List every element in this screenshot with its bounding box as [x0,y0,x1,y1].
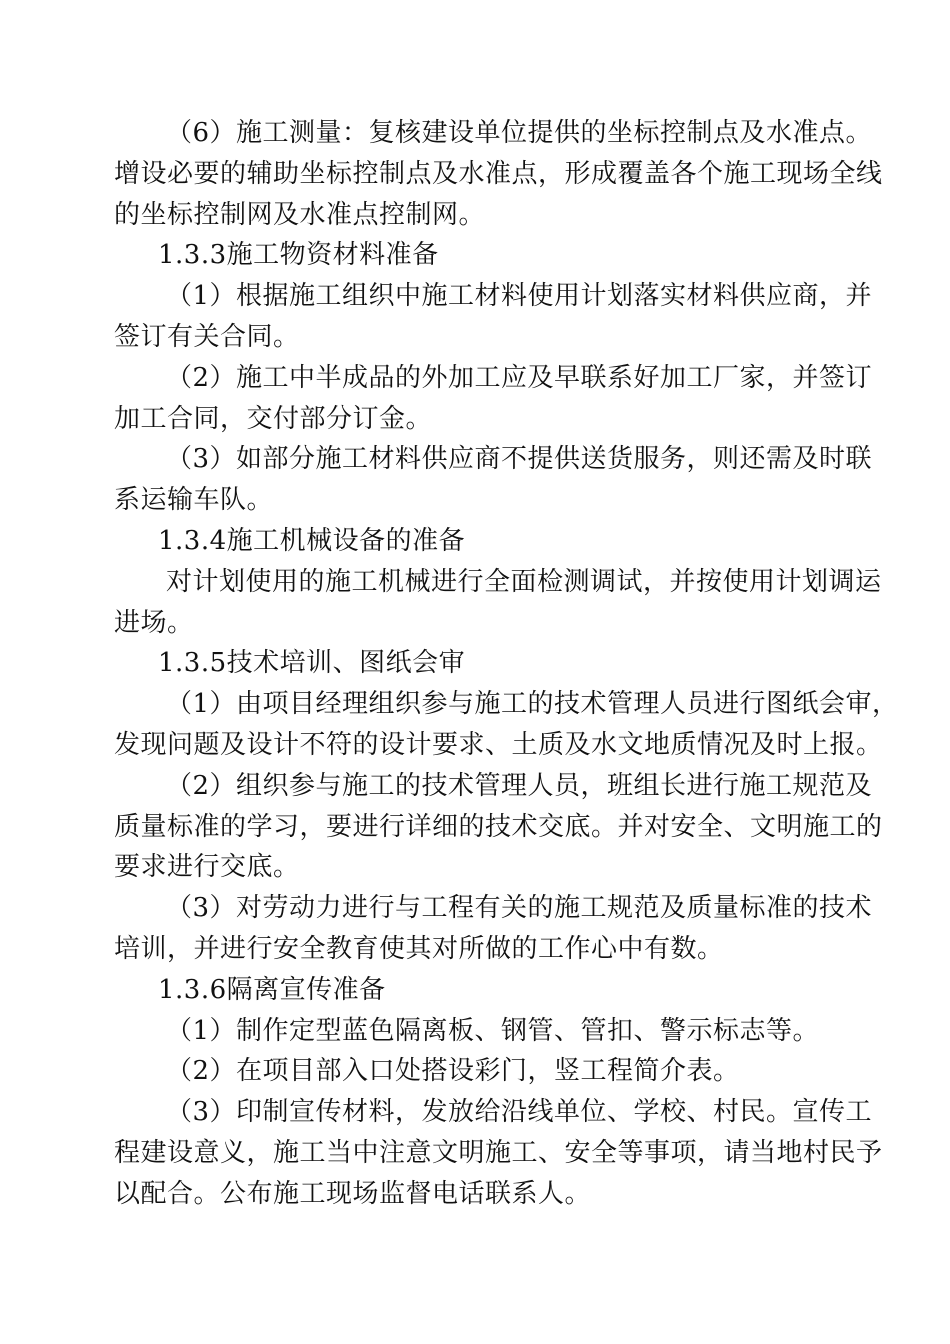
paragraph-line: 签订有关合同。 [114,321,300,352]
paragraph-line: （6）施工测量：复核建设单位提供的坐标控制点及水准点。 [166,118,873,148]
section-heading: 1.3.3施工物资材料准备 [158,240,439,271]
section-heading: 1.3.6隔离宣传准备 [158,974,386,1005]
paragraph-line: （1）制作定型蓝色隔离板、钢管、管扣、警示标志等。 [166,1015,820,1046]
paragraph-line: （2）在项目部入口处搭设彩门，竖工程简介表。 [166,1056,740,1087]
paragraph-line: 增设必要的辅助坐标控制点及水准点，形成覆盖各个施工现场全线 [114,158,883,189]
paragraph-line: （1）根据施工组织中施工材料使用计划落实材料供应商，并 [166,281,873,312]
paragraph-line: （3）如部分施工材料供应商不提供送货服务，则还需及时联 [166,444,873,475]
paragraph-line: 发现问题及设计不符的设计要求、土质及水文地质情况及时上报。 [114,729,883,760]
paragraph-line: （3）对劳动力进行与工程有关的施工规范及质量标准的技术 [166,893,873,924]
paragraph-line: 的坐标控制网及水准点控制网。 [114,199,486,230]
paragraph-line: 培训，并进行安全教育使其对所做的工作心中有数。 [114,933,724,964]
paragraph-line: 以配合。公布施工现场监督电话联系人。 [114,1178,592,1209]
paragraph-line: 加工合同，交付部分订金。 [114,403,433,434]
paragraph-line: 对计划使用的施工机械进行全面检测调试，并按使用计划调运 [166,566,882,597]
paragraph-line: （2）组织参与施工的技术管理人员，班组长进行施工规范及 [166,770,873,801]
paragraph-line: 进场。 [114,607,194,638]
paragraph-line: 系运输车队。 [114,485,274,516]
section-heading: 1.3.5技术培训、图纸会审 [158,648,466,679]
paragraph-line: （1）由项目经理组织参与施工的技术管理人员进行图纸会审， [166,689,899,720]
paragraph-line: 质量标准的学习，要进行详细的技术交底。并对安全、文明施工的 [114,811,883,842]
section-heading: 1.3.4施工机械设备的准备 [158,525,466,556]
paragraph-line: （2）施工中半成品的外加工应及早联系好加工厂家，并签订 [166,362,873,393]
paragraph-line: 程建设意义，施工当中注意文明施工、安全等事项，请当地村民予 [114,1137,883,1168]
paragraph-line: （3）印制宣传材料，发放给沿线单位、学校、村民。宣传工 [166,1097,873,1128]
paragraph-line: 要求进行交底。 [114,852,300,883]
document-body [114,113,899,1215]
